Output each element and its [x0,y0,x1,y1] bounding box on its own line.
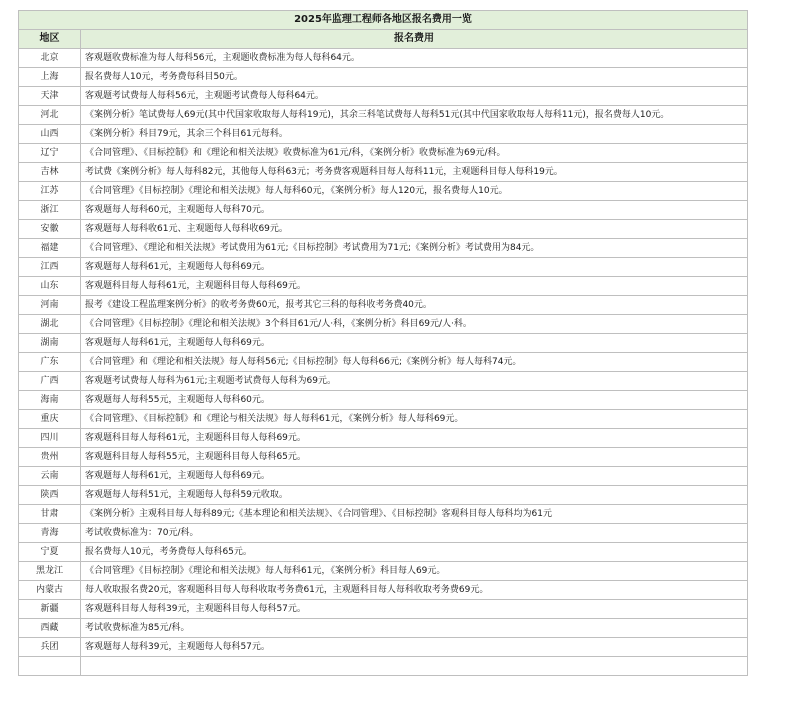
fee-cell: 客观题考试费每人每科56元，主观题考试费每人每科64元。 [81,87,748,106]
region-cell: 湖北 [19,315,81,334]
empty-region-cell [19,657,81,676]
table-row [19,87,748,106]
fee-cell: 客观题每人每科60元，主观题每人每科70元。 [81,201,748,220]
region-cell: 上海 [19,68,81,87]
fee-cell: 《案例分析》主观科目每人每科89元;《基本理论和相关法规》、《合同管理》、《目标控制》客观科目每人每科均为61元 [81,505,748,524]
fee-cell: 客观题每人每科39元，主观题每人每科57元。 [81,638,748,657]
empty-fee-cell [81,657,748,676]
fee-cell: 《合同管理》、《目标控制》和《理论和相关法规》收费标准为61元/科，《案例分析》收费标准为69元/科。 [81,144,748,163]
region-cell: 山西 [19,125,81,144]
table-row [19,315,748,334]
table-row [19,106,748,125]
table-row [19,486,748,505]
fee-cell: 客观题每人每科收61元、主观题每人每科收69元。 [81,220,748,239]
fee-cell: 《合同管理》《目标控制》《理论和相关法规》每人每科61元，《案例分析》科目每人69元。 [81,562,748,581]
fee-cell: 客观题每人每科61元，主观题每人每科69元。 [81,467,748,486]
fee-cell: 客观题每人每科61元，主观题每人每科69元。 [81,334,748,353]
table-row [19,467,748,486]
fee-cell: 客观题科目每人每科39元，主观题科目每人每科57元。 [81,600,748,619]
fee-cell: 客观题每人每科55元，主观题每人每科60元。 [81,391,748,410]
table-row [19,182,748,201]
fee-cell: 《合同管理》《目标控制》《理论和相关法规》3个科目61元/人·科，《案例分析》科目69元/人·科。 [81,315,748,334]
table-row [19,353,748,372]
table-row [19,144,748,163]
region-cell: 河北 [19,106,81,125]
fee-cell: 客观题科目每人每科61元，主观题科目每人每科69元。 [81,429,748,448]
region-cell: 安徽 [19,220,81,239]
table-row [19,429,748,448]
region-cell: 河南 [19,296,81,315]
table-row [19,296,748,315]
table-row [19,600,748,619]
fee-cell: 考试收费标准为：70元/科。 [81,524,748,543]
region-cell: 陕西 [19,486,81,505]
region-cell: 山东 [19,277,81,296]
table-row [19,201,748,220]
region-cell: 重庆 [19,410,81,429]
table-row [19,581,748,600]
region-cell: 甘肃 [19,505,81,524]
fee-cell: 客观题收费标准为每人每科56元，主观题收费标准为每人每科64元。 [81,49,748,68]
fee-table [18,10,748,676]
region-cell: 四川 [19,429,81,448]
header-row [19,30,748,49]
region-cell: 兵团 [19,638,81,657]
fee-cell: 《合同管理》、《目标控制》和《理论与相关法规》每人每科61元，《案例分析》每人每科69元。 [81,410,748,429]
region-cell: 西藏 [19,619,81,638]
fee-cell: 客观题考试费每人每科为61元;主观题考试费每人每科为69元。 [81,372,748,391]
region-cell: 新疆 [19,600,81,619]
fee-cell: 客观题科目每人每科55元，主观题科目每人每科65元。 [81,448,748,467]
table-title: 2025年监理工程师各地区报名费用一览 [19,11,748,30]
table-row [19,334,748,353]
fee-cell: 报名费每人10元，考务费每人每科65元。 [81,543,748,562]
fee-cell: 考试收费标准为85元/科。 [81,619,748,638]
table-row [19,638,748,657]
region-cell: 江苏 [19,182,81,201]
table-row [19,220,748,239]
region-cell: 天津 [19,87,81,106]
region-cell: 浙江 [19,201,81,220]
region-cell: 内蒙古 [19,581,81,600]
region-cell: 海南 [19,391,81,410]
region-cell: 广东 [19,353,81,372]
fee-cell: 《案例分析》科目79元，其余三个科目61元每科。 [81,125,748,144]
region-cell: 黑龙江 [19,562,81,581]
region-cell: 云南 [19,467,81,486]
table-row [19,391,748,410]
fee-cell: 客观题科目每人每科61元，主观题科目每人每科69元。 [81,277,748,296]
fee-cell: 《合同管理》《目标控制》《理论和相关法规》每人每科60元，《案例分析》每人120元，报名费每人10元。 [81,182,748,201]
region-cell: 湖南 [19,334,81,353]
region-column-header: 地区 [19,30,81,49]
fee-cell: 报考《建设工程监理案例分析》的收考务费60元，报考其它三科的每科收考务费40元。 [81,296,748,315]
region-cell: 福建 [19,239,81,258]
region-cell: 青海 [19,524,81,543]
region-cell: 吉林 [19,163,81,182]
table-row [19,619,748,638]
table-row [19,562,748,581]
fee-cell: 考试费《案例分析》每人每科82元，其他每人每科63元；考务费客观题科目每人每科11元，主观题科目每人每科19元。 [81,163,748,182]
fee-cell: 《案例分析》笔试费每人69元(其中代国家收取每人每科19元)，其余三科笔试费每人每科51元(其中代国家收取每人每科11元)，报名费每人10元。 [81,106,748,125]
fee-cell: 《合同管理》、《理论和相关法规》考试费用为61元;《目标控制》考试费用为71元;《案例分析》考试费用为84元。 [81,239,748,258]
table-row [19,524,748,543]
table-row [19,68,748,87]
table-row [19,239,748,258]
table-row [19,543,748,562]
title-row [19,11,748,30]
table-row [19,410,748,429]
table-row [19,505,748,524]
region-cell: 广西 [19,372,81,391]
empty-row [19,657,748,676]
fee-table-body [19,11,748,676]
region-cell: 江西 [19,258,81,277]
table-row [19,125,748,144]
table-row [19,277,748,296]
table-row [19,49,748,68]
fee-cell: 客观题每人每科61元，主观题每人每科69元。 [81,258,748,277]
region-cell: 贵州 [19,448,81,467]
fee-column-header: 报名费用 [81,30,748,49]
region-cell: 北京 [19,49,81,68]
region-cell: 辽宁 [19,144,81,163]
table-row [19,448,748,467]
table-row [19,372,748,391]
fee-cell: 报名费每人10元，考务费每科目50元。 [81,68,748,87]
region-cell: 宁夏 [19,543,81,562]
table-row [19,258,748,277]
table-row [19,163,748,182]
fee-cell: 每人收取报名费20元，客观题科目每人每科收取考务费61元，主观题科目每人每科收取考务费69元。 [81,581,748,600]
fee-cell: 《合同管理》和《理论和相关法规》每人每科56元;《目标控制》每人每科66元;《案例分析》每人每科74元。 [81,353,748,372]
fee-cell: 客观题每人每科51元，主观题每人每科59元收取。 [81,486,748,505]
